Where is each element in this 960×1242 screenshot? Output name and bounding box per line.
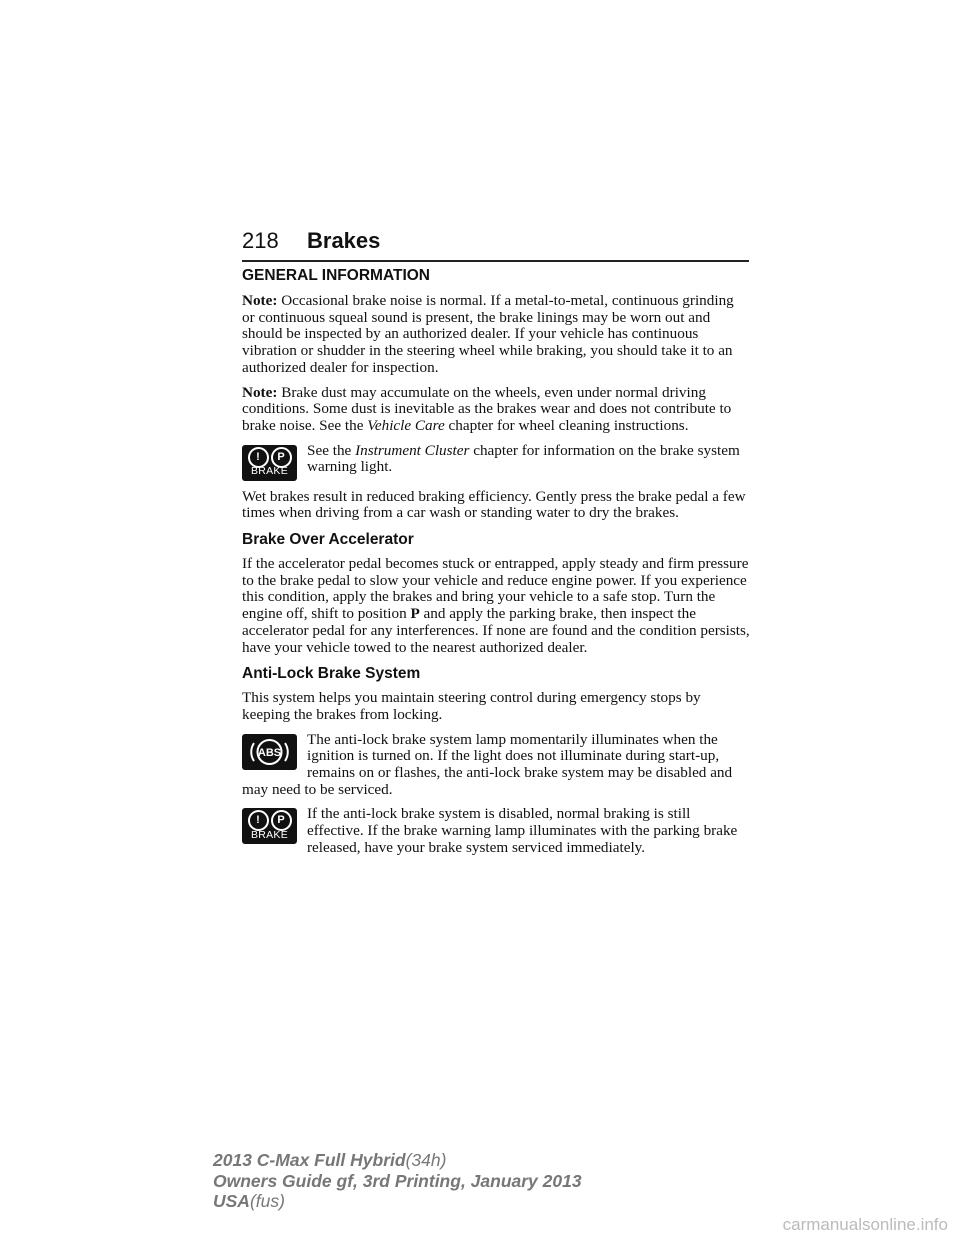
note-brake-noise — [242, 293, 750, 377]
section-heading-brake-over-accelerator: Brake Over Accelerator — [242, 531, 414, 549]
page-header — [242, 228, 749, 262]
abs-lamp-paragraph — [242, 732, 750, 799]
brake-icon-label: BRAKE — [250, 828, 289, 841]
section-heading-general-information: GENERAL INFORMATION — [242, 267, 431, 284]
note-label: Note: — [242, 383, 278, 401]
footer-line-guide: Owners Guide gf, 3rd Printing, January 2013 — [213, 1170, 582, 1191]
footer-line-market: USA(fus) — [213, 1191, 285, 1211]
cross-reference-instrument-cluster: Instrument Cluster — [355, 441, 470, 459]
wet-brakes-paragraph: Wet brakes result in reduced braking efficiency. Gently press the brake pedal a few times when driving from a car wash or standing water to dry the brakes. — [242, 487, 746, 522]
note-text: Occasional brake noise is normal. If a metal-to-metal, continuous grinding or continuous squeal sound is present, the brake linings may be worn out and should be inspected by an authorized dealer. If your vehicle has continuous vibration or shudder in the steering wheel while braking, you should take it to an authorized dealer for inspection. — [242, 292, 734, 376]
section-heading-anti-lock-brake-system: Anti-Lock Brake System — [242, 665, 421, 683]
gear-position: P — [410, 605, 420, 623]
abs-icon-label: ABS — [257, 746, 282, 759]
abs-icon — [242, 734, 297, 770]
page-content — [242, 266, 750, 865]
brake-warning-paragraph — [242, 443, 750, 481]
brake-warning-icon: ! P BRAKE — [242, 445, 297, 481]
note-label: Note: — [242, 292, 278, 309]
brake-warning-icon: ! P BRAKE — [242, 808, 297, 844]
abs-lamp-text: The anti-lock brake system lamp momentarily illuminates when the ignition is turned on. If the light does not illuminate during start-up, remains on or flashes, the anti-lock brake system may be disabled and may need to be serviced. — [242, 730, 733, 798]
brake-warning-text: See the Instrument Cluster chapter for information on the brake system warning light. — [307, 441, 740, 476]
abs-intro-paragraph: This system helps you maintain steering control during emergency stops by keeping the brakes from locking. — [242, 689, 701, 723]
page-number: 218 — [242, 228, 279, 253]
footer-line-model: 2013 C-Max Full Hybrid(34h) — [213, 1150, 447, 1170]
chapter-title: Brakes — [307, 228, 381, 253]
note-brake-dust — [242, 385, 750, 435]
watermark: carmanualsonline.info — [782, 1215, 948, 1234]
brake-icon-label: BRAKE — [250, 464, 289, 477]
print-footer — [213, 1150, 582, 1212]
cross-reference-vehicle-care: Vehicle Care — [367, 416, 445, 434]
note-text: Brake dust may accumulate on the wheels, even under normal driving conditions. Some dust is inevitable as the brakes wear and does not contribute to brake noise. See the — [242, 383, 732, 434]
abs-disabled-paragraph — [242, 806, 750, 856]
brake-over-accelerator-paragraph: If the accelerator pedal becomes stuck or entrapped, apply steady and firm pressure to the brake pedal to slow your vehicle and reduce engine power. If you experience this condition, apply the brakes and bring your vehicle to a safe stop. Turn the engine off, shift to position P and apply the parking brake, then inspect the accelerator pedal for any interferences. If none are found and the condition persists, have your vehicle towed to the nearest authorized dealer. — [242, 555, 750, 656]
abs-disabled-text: If the anti-lock brake system is disabled, normal braking is still effective. If the brake warning lamp illuminates with the parking brake released, have your brake system serviced immediately. — [307, 805, 738, 856]
note-text-after: chapter for wheel cleaning instructions. — [444, 416, 689, 434]
